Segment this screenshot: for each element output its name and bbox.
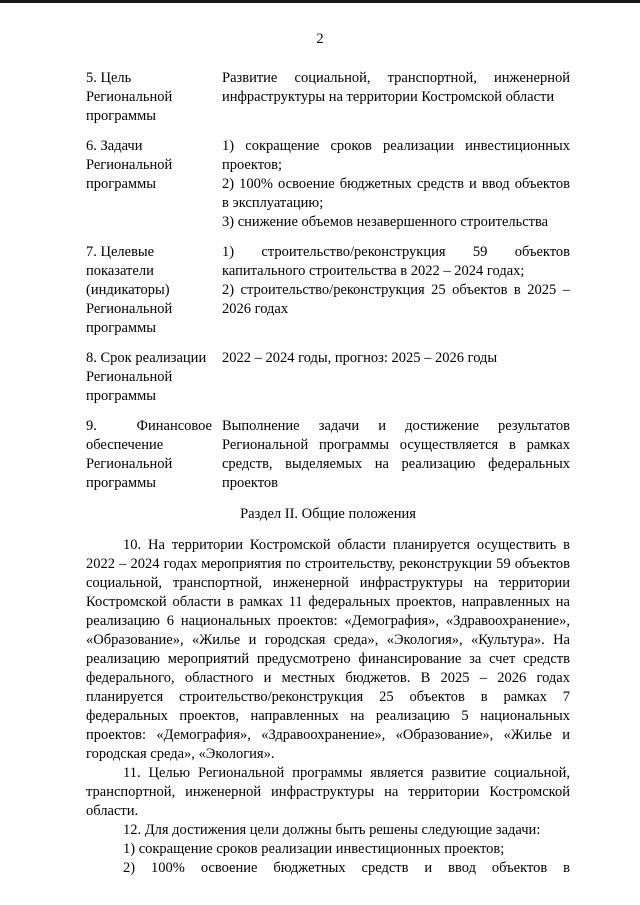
table-row-indicators [86, 243, 570, 338]
table-row-goal [86, 69, 570, 126]
page-number: 2 [316, 31, 324, 47]
program-passport-table [86, 69, 570, 493]
row-value [222, 137, 570, 232]
value-line: Развитие социальной, транспортной, инженерной инфраструктуры на территории Костромской области [222, 70, 570, 105]
row-label: 7. Целевые показатели (индикаторы) Региональной программы [86, 244, 173, 336]
value-line: 2) строительство/реконструкция 25 объектов в 2025 – 2026 годах [222, 282, 570, 317]
section-heading: Раздел II. Общие положения [240, 506, 416, 522]
row-label: 6. Задачи Региональной программы [86, 138, 173, 192]
value-line: 1) сокращение сроков реализации инвестиционных проектов; [222, 138, 570, 173]
row-label: 5. Цель Региональной программы [86, 70, 173, 124]
row-value [222, 69, 570, 126]
paragraph-10: 10. На территории Костромской области планируется осуществить в 2022 – 2024 годах мероприятия по строительству, реконструкции 59 объектов социальной, транспортной, инженерной инфраструктуры на территории Костромской области в рамках 11 федеральных проектов, направленных на реализацию 6 национальных проектов: «Демография», «Здравоохранение», «Образование», «Жилье и городская среда», «Экология», «Культура». На реализацию мероприятий предусмотрено финансирование за счет средств федерального, областного и местных бюджетов. В 2025 – 2026 годах планируется строительство/реконструкция 25 объектов в рамках 7 федеральных проектов, направленных на реализацию 5 национальных проектов: «Демография», «Здравоохранение», «Образование», «Жилье и городская среда», «Экология». [86, 537, 570, 762]
paragraph-12-item-2: 2) 100% освоение бюджетных средств и ввод объектов в [123, 860, 570, 876]
table-row-tasks [86, 137, 570, 232]
value-line: 2) 100% освоение бюджетных средств и ввод объектов в эксплуатацию; [222, 176, 570, 211]
value-line: 3) снижение объемов незавершенного строительства [222, 214, 549, 230]
paragraph-11: 11. Целью Региональной программы является развитие социальной, транспортной, инженерной инфраструктуры на территории Костромской области. [86, 765, 570, 819]
table-row-timeline [86, 349, 570, 406]
table-row-financing [86, 417, 570, 493]
row-value [222, 417, 570, 493]
row-label: 8. Срок реализации Региональной программы [86, 350, 207, 404]
value-line: Выполнение задачи и достижение результатов Региональной программы осуществляется в рамках средств, выделяемых на реализацию федеральных проектов [222, 418, 570, 491]
value-line: 1) строительство/реконструкция 59 объектов капитального строительства в 2022 – 2024 годах; [222, 244, 570, 279]
row-label: 9. Финансовое обеспечение Региональной программы [86, 418, 212, 491]
row-value [222, 243, 570, 338]
value-line: 2022 – 2024 годы, прогноз: 2025 – 2026 годы [222, 350, 498, 366]
paragraph-12-intro: 12. Для достижения цели должны быть решены следующие задачи: [123, 822, 541, 838]
paragraph-12-item-1: 1) сокращение сроков реализации инвестиционных проектов; [123, 841, 505, 857]
row-value [222, 349, 570, 406]
page-content [86, 69, 570, 878]
